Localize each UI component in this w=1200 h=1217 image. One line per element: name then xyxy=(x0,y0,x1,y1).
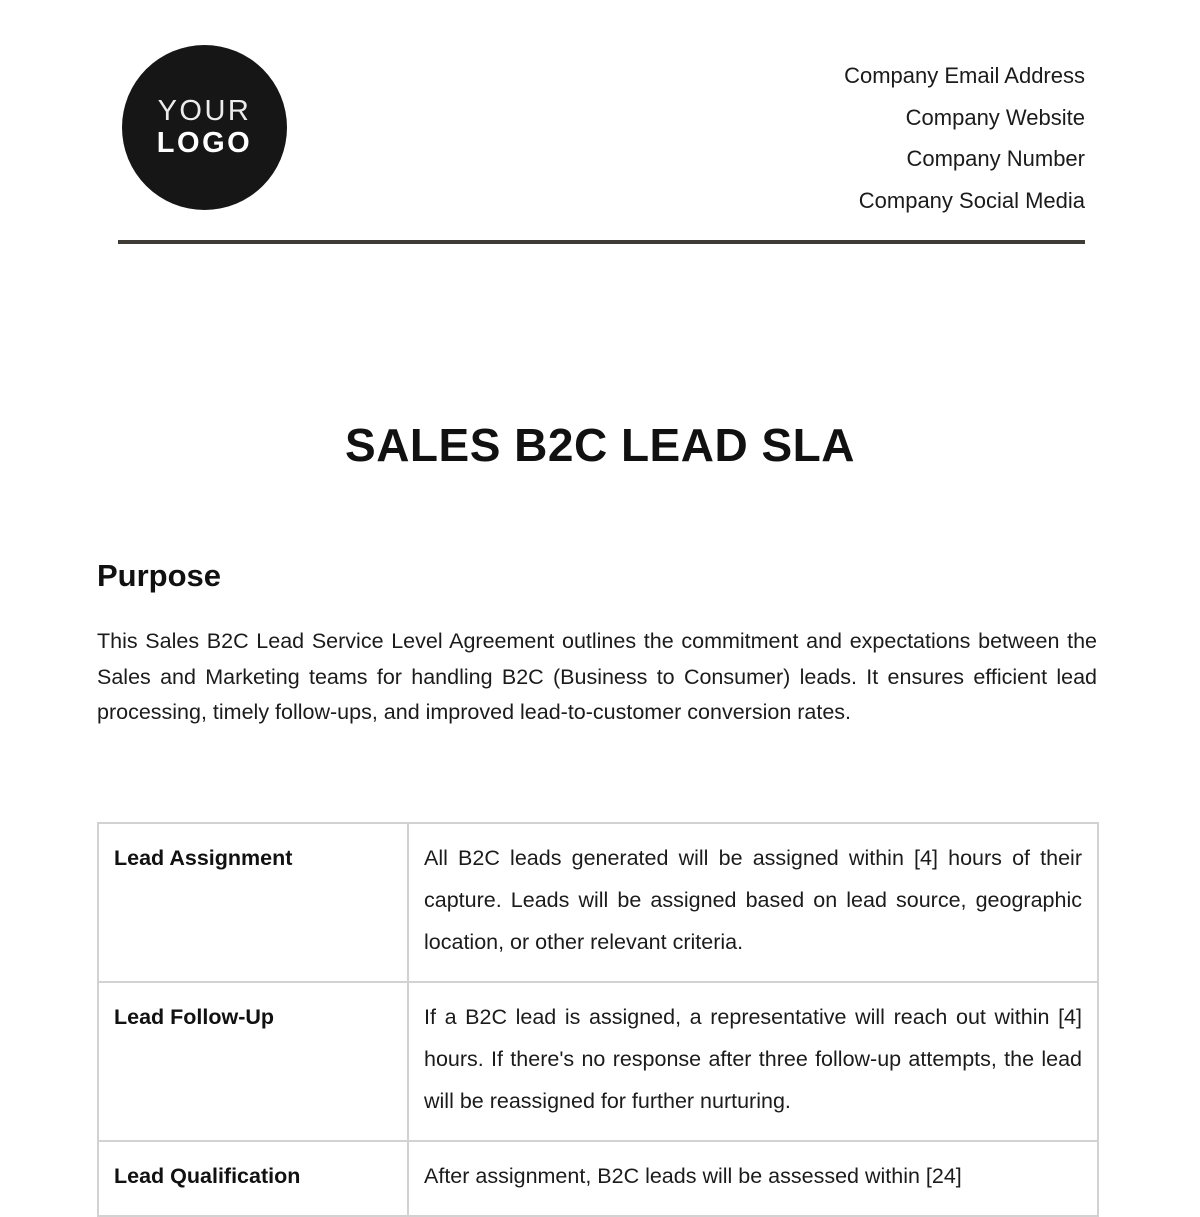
table-description: If a B2C lead is assigned, a representative will reach out within [4] hours. If there's no response after three follow-up attempts, the lead will be reassigned for further nurturing. xyxy=(408,982,1098,1141)
company-number: Company Number xyxy=(906,146,1085,171)
table-row xyxy=(98,982,1098,1141)
company-logo xyxy=(122,45,287,210)
table-row xyxy=(98,1141,1098,1216)
table-description: After assignment, B2C leads will be assessed within [24] xyxy=(408,1141,1098,1216)
table-term: Lead Assignment xyxy=(98,823,408,982)
table-row xyxy=(98,823,1098,982)
sla-table xyxy=(97,822,1099,1217)
table-description: All B2C leads generated will be assigned within [4] hours of their capture. Leads will be assigned based on lead source, geographic location, or other relevant criteria. xyxy=(408,823,1098,982)
logo-text-your: YOUR xyxy=(157,94,252,127)
company-website: Company Website xyxy=(905,104,1085,130)
logo-text-logo: LOGO xyxy=(156,126,253,159)
document-title: SALES B2C LEAD SLA xyxy=(345,419,855,471)
table-term: Lead Qualification xyxy=(98,1141,408,1216)
table-term: Lead Follow-Up xyxy=(98,982,408,1141)
header-divider xyxy=(118,240,1085,244)
company-contact-block xyxy=(844,55,1085,221)
company-email: Company Email Address xyxy=(844,63,1085,88)
purpose-heading: Purpose xyxy=(97,558,222,593)
purpose-paragraph: This Sales B2C Lead Service Level Agreement outlines the commitment and expectations between the Sales and Marketing teams for handling B2C (Business to Consumer) leads. It ensures efficient lead processing, timely follow-ups, and improved lead-to-customer conversion rates. xyxy=(97,629,1097,724)
company-social-media: Company Social Media xyxy=(858,187,1085,213)
